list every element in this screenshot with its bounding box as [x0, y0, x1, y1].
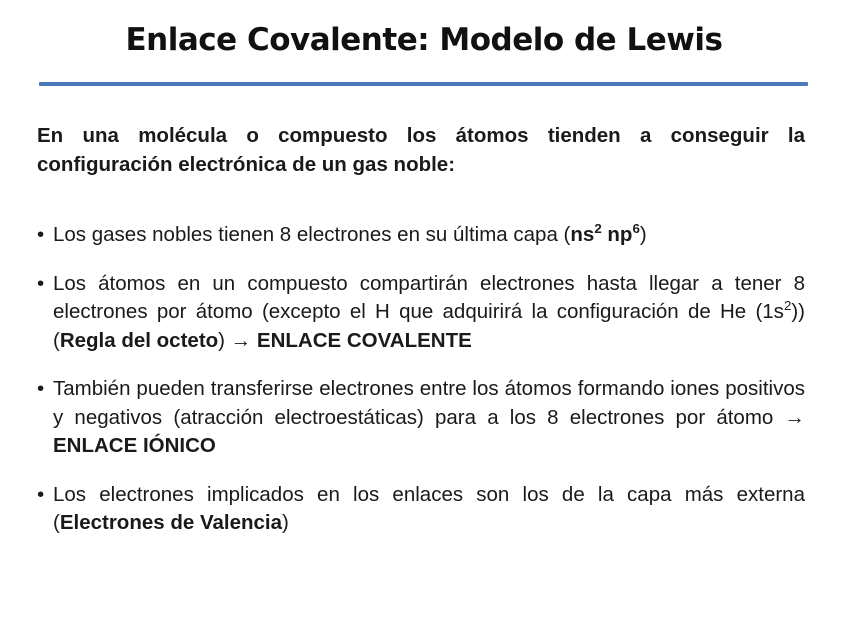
- bullet-item-octet-rule: [37, 270, 805, 356]
- bullet-item-noble-gases: [37, 221, 805, 250]
- bullet-text: Los gases nobles tienen 8 electrones en su última capa (: [53, 223, 571, 246]
- bullet-text: )) (: [53, 300, 805, 352]
- slide-title: Enlace Covalente: Modelo de Lewis: [125, 22, 723, 58]
- bullet-item-valence-electrons: [37, 481, 805, 538]
- superscript: 2: [783, 298, 792, 314]
- superscript: 6: [632, 221, 640, 237]
- bullet-text: ): [282, 511, 289, 534]
- intro-paragraph: En una molécula o compuesto los átomos tienden a conseguir la configuración electrónica de un gas noble:: [37, 124, 805, 176]
- bullet-list: [37, 221, 805, 558]
- bullet-bold: ENLACE IÓNICO: [53, 434, 216, 457]
- bullet-text: ) →: [218, 328, 257, 352]
- bullet-text: Los electrones implicados en los enlaces son los de la capa más externa (: [53, 482, 805, 534]
- bullet-bold: ENLACE COVALENTE: [256, 328, 472, 352]
- bullet-text: También pueden transferirse electrones entre los átomos formando iones positivos y negativos (atracción electroestáticas) para a los 8 electrones por átomo →: [53, 377, 805, 429]
- superscript: 2: [594, 221, 602, 237]
- bullet-bold: Electrones de Valencia: [59, 511, 283, 534]
- bullet-text: Los átomos en un compuesto compartirán electrones hasta llegar a tener 8 electrones por átomo (excepto el H que adquirirá la configuración de He (1s: [53, 271, 805, 323]
- bullet-text: ): [639, 223, 647, 246]
- bullet-bold: ns: [570, 223, 595, 246]
- bullet-bold: np: [601, 223, 633, 246]
- bullet-item-ionic-bond: [37, 375, 805, 461]
- bullet-bold: Regla del octeto: [59, 328, 219, 352]
- title-divider: [39, 82, 808, 86]
